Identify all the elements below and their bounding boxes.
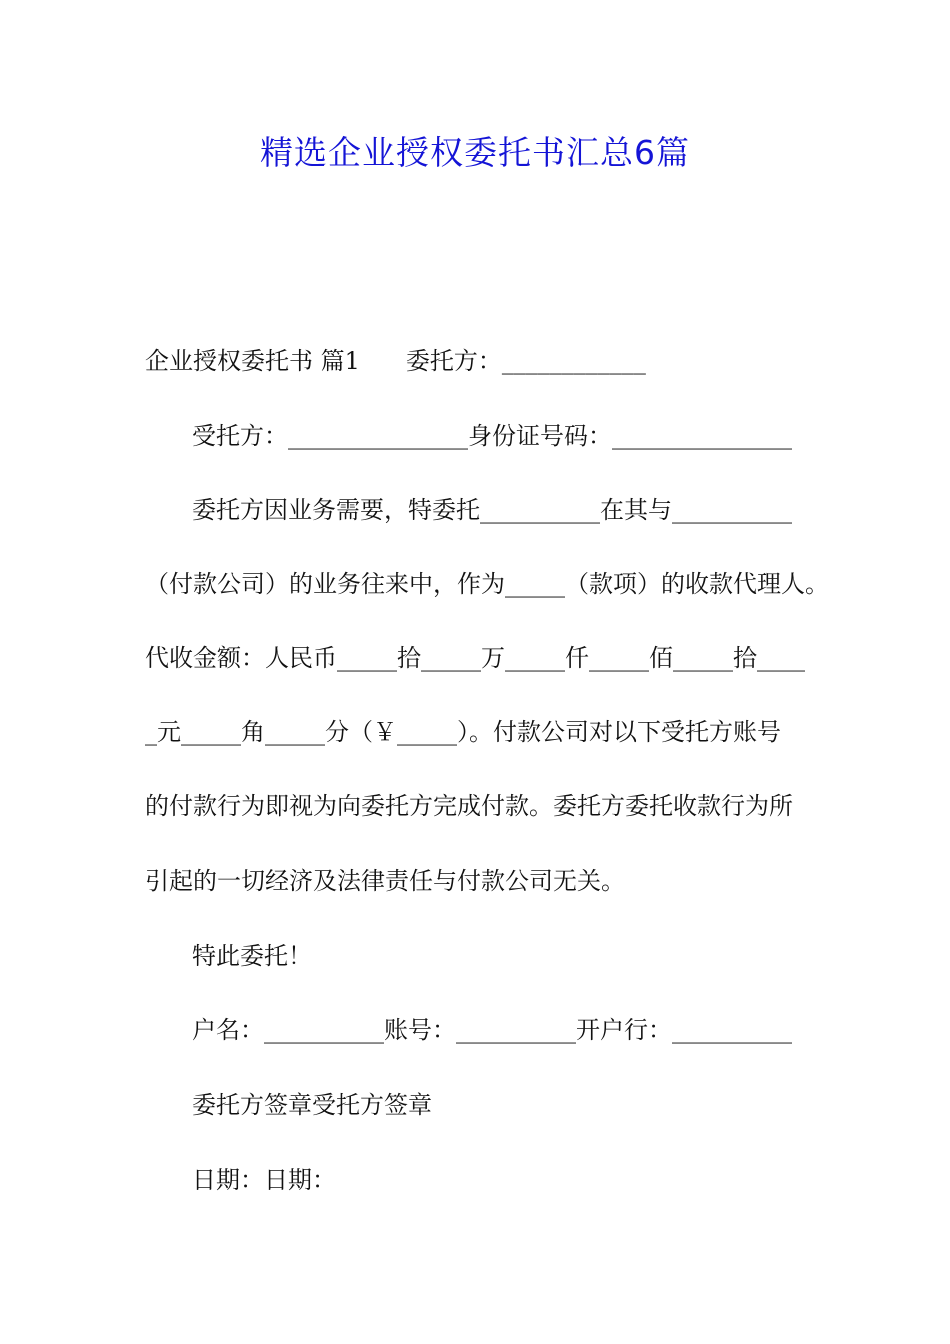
date-line: 日期：日期： xyxy=(192,1166,336,1194)
closing-line: 特此委托！ xyxy=(192,942,312,970)
paragraph-line: （付款公司）的业务往来中，作为_____（款项）的收款代理人。 xyxy=(145,570,829,598)
paragraph-line: 委托方因业务需要，特委托__________在其与__________ xyxy=(192,496,792,524)
principal-field: 委托方：____________ xyxy=(405,347,646,375)
paragraph-line: 的付款行为即视为向委托方完成付款。委托方委托收款行为所 xyxy=(145,792,793,820)
signature-line: 委托方签章受托方签章 xyxy=(192,1091,432,1119)
section-heading: 企业授权委托书 篇1 xyxy=(145,347,360,375)
paragraph-line: 代收金额：人民币_____拾_____万_____仟_____佰_____拾____ xyxy=(145,644,805,672)
document-title: 精选企业授权委托书汇总6篇 xyxy=(260,133,690,172)
paragraph-line: 引起的一切经济及法律责任与付款公司无关。 xyxy=(145,867,625,895)
agent-id-line: 受托方：_______________身份证号码：_______________ xyxy=(192,422,792,450)
account-line: 户名：__________账号：__________开户行：__________ xyxy=(192,1016,792,1044)
paragraph-line: _元_____角_____分（￥_____）。付款公司对以下受托方账号 xyxy=(145,718,781,746)
heading-line xyxy=(145,343,646,379)
